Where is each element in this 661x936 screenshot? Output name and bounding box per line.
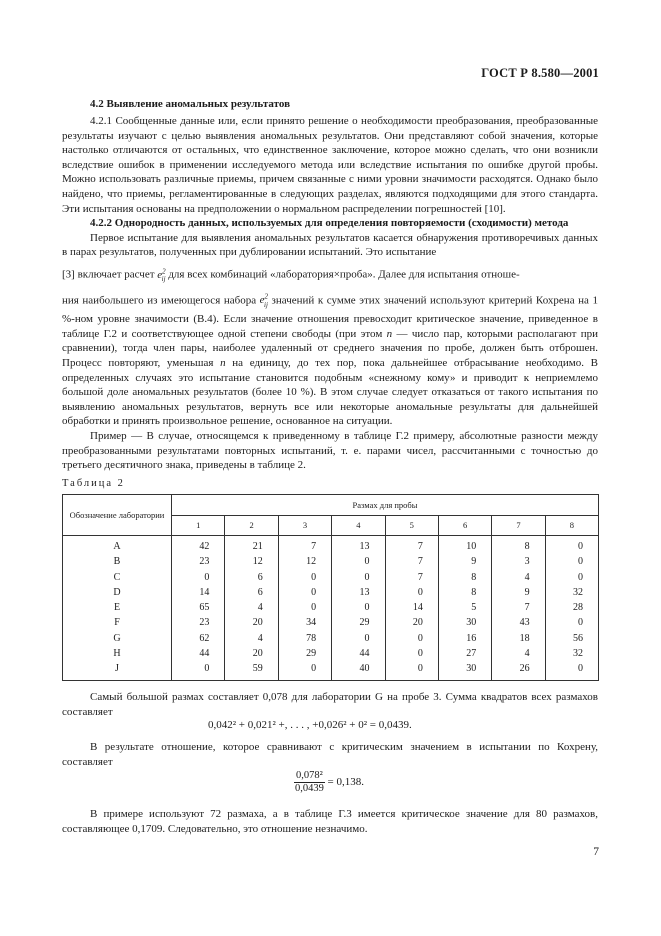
value-cell: 26 (492, 661, 545, 680)
ratio-text (62, 740, 598, 769)
value-cell: 18 (492, 631, 545, 646)
column-header: 2 (225, 515, 278, 536)
group-header: Размах для пробы (172, 495, 599, 516)
table-row (63, 615, 599, 630)
fraction-numerator: 0,078² (296, 770, 323, 781)
value-cell: 4 (492, 646, 545, 661)
lab-cell: J (63, 661, 172, 680)
value-cell: 0 (332, 554, 385, 569)
column-header: 6 (438, 515, 491, 536)
fraction (294, 770, 325, 795)
value-cell: 0 (545, 661, 598, 680)
paragraph-4-2-2-b (62, 260, 598, 290)
value-cell: 7 (278, 536, 331, 555)
value-cell: 28 (545, 600, 598, 615)
paragraph-conclusion: В примере используют 72 размаха, а в таблице Г.3 имеется критическое значение для 80 размахов, составляющее 0,1709. Следовательно, это отношение незначимо. (62, 808, 598, 835)
data-table (62, 494, 599, 681)
value-cell: 30 (438, 615, 491, 630)
value-cell: 34 (278, 615, 331, 630)
value-cell: 6 (225, 585, 278, 600)
value-cell: 42 (172, 536, 225, 555)
value-cell: 56 (545, 631, 598, 646)
lab-column-header: Обозначение лаборатории (63, 495, 172, 536)
value-cell: 13 (332, 585, 385, 600)
value-cell: 0 (332, 600, 385, 615)
column-header: 5 (385, 515, 438, 536)
value-cell: 65 (172, 600, 225, 615)
value-cell: 13 (332, 536, 385, 555)
paragraph-4-2-2-c (62, 290, 598, 429)
value-cell: 0 (278, 585, 331, 600)
table-row (63, 554, 599, 569)
value-cell: 8 (492, 536, 545, 555)
column-header: 8 (545, 515, 598, 536)
paragraph-example: Пример — В случае, относящемся к приведенному в таблице Г.2 примеру, абсолютные разности между преобразованными результатами повторных испытаний, т. е. парами чисел, рассчитанными с точностью до третьего десятичного знака, приведены в таблице 2. (62, 429, 598, 472)
formula-sum: 0,042² + 0,021² +, . . . , +0,026² + 0² = 0,0439. (208, 719, 412, 731)
value-cell: 0 (278, 600, 331, 615)
value-cell: 78 (278, 631, 331, 646)
value-cell: 0 (385, 661, 438, 680)
document-header: ГОСТ Р 8.580—2001 (481, 66, 599, 80)
value-cell: 10 (438, 536, 491, 555)
value-cell: 20 (225, 615, 278, 630)
formula-ratio (294, 770, 364, 795)
text-span: для всех комбинаций «лаборатория×проба». Далее для испытания отноше- (168, 268, 520, 281)
lab-cell: G (63, 631, 172, 646)
value-cell: 0 (545, 554, 598, 569)
value-cell: 0 (385, 646, 438, 661)
subsection-heading-4-2-2: 4.2.2 Однородность данных, используемых для определения повторяемости (сходимости) метода (90, 217, 569, 230)
value-cell: 7 (385, 536, 438, 555)
value-cell: 0 (172, 661, 225, 680)
value-cell: 4 (225, 631, 278, 646)
table-row (63, 631, 599, 646)
text-span: значений к сумме этих значений используют критерий Кохрена на 1 %-ном уровне значимости (В.4). Если значение отношения превосходит критическое значение, приведенное в таблице Г.2 и соответствующее одной степени свободы (при этом (62, 294, 598, 340)
table-row (63, 600, 599, 615)
conclusion-text (62, 807, 598, 836)
value-cell: 20 (385, 615, 438, 630)
symbol-e: $e^2_{ij}$ (157, 266, 166, 283)
value-cell: 23 (172, 554, 225, 569)
value-cell: 0 (278, 570, 331, 585)
text-span: на единицу, до тех пор, пока дальнейшее отбрасывание необходимо. В определенных случаях это испытание становится подобным «снежному кому» и приводит к неприемлемо большой доле аномальных результатов (более 10 %). В этом случае следует отказаться от такого испытания по выявлению аномальных результатов, вернуть все или некоторые аномальные результаты для дальнейшей обработки и принять произвольное решение, основанное на ситуации. (62, 357, 599, 428)
lab-cell: C (63, 570, 172, 585)
value-cell: 0 (545, 570, 598, 585)
lab-cell: E (63, 600, 172, 615)
column-header: 1 (172, 515, 225, 536)
value-cell: 40 (332, 661, 385, 680)
variable-n: n (220, 357, 226, 369)
page-number: 7 (593, 846, 599, 858)
value-cell: 4 (225, 600, 278, 615)
table-row (63, 570, 599, 585)
value-cell: 0 (332, 631, 385, 646)
value-cell: 7 (385, 570, 438, 585)
lab-cell: D (63, 585, 172, 600)
table-row (63, 646, 599, 661)
value-cell: 32 (545, 585, 598, 600)
value-cell: 0 (545, 536, 598, 555)
text-span: ния наибольшего из имеющегося набора (62, 294, 257, 307)
value-cell: 7 (492, 600, 545, 615)
text-span: — число пар, которыми располагают при сравнении), тогда член пары, наиболее удаленный от среднего значения по пробе, должен быть отброшен. Процесс повторяют, уменьшая (62, 327, 599, 369)
fraction-result: = 0,138. (327, 776, 364, 789)
value-cell: 0 (172, 570, 225, 585)
value-cell: 59 (225, 661, 278, 680)
value-cell: 0 (545, 615, 598, 630)
paragraph-ratio: В результате отношение, которое сравнивают с критическим значением в испытании по Кохрену, составляет (62, 741, 598, 768)
table-row (63, 536, 599, 555)
variable-n: n (386, 327, 393, 340)
value-cell: 62 (172, 631, 225, 646)
value-cell: 14 (172, 585, 225, 600)
symbol-e: $e^2_{ij}$ (259, 292, 269, 309)
paragraph-4-2-2-a: Первое испытание для выявления аномальных результатов касается обнаружения противоречивых данных в парах результатов, полученных при дублировании испытаний. Это испытание (62, 231, 598, 259)
table-caption: Таблица 2 (62, 478, 125, 489)
value-cell: 8 (438, 585, 491, 600)
value-cell: 9 (438, 554, 491, 569)
table-row (63, 585, 599, 600)
value-cell: 7 (385, 554, 438, 569)
column-header: 4 (332, 515, 385, 536)
value-cell: 20 (225, 646, 278, 661)
value-cell: 3 (492, 554, 545, 569)
value-cell: 0 (385, 631, 438, 646)
value-cell: 0 (332, 570, 385, 585)
text-span: [3] включает расчет (62, 268, 155, 281)
column-header: 3 (278, 515, 331, 536)
value-cell: 12 (225, 554, 278, 569)
value-cell: 0 (278, 661, 331, 680)
table-row (63, 661, 599, 680)
value-cell: 16 (438, 631, 491, 646)
fraction-denominator: 0,0439 (294, 783, 324, 794)
table-body (63, 536, 599, 681)
value-cell: 4 (492, 570, 545, 585)
value-cell: 30 (438, 661, 491, 680)
value-cell: 0 (385, 585, 438, 600)
value-cell: 8 (438, 570, 491, 585)
paragraph-max: Самый большой размах составляет 0,078 для лаборатории G на пробе 3. Сумма квадратов всех размахов составляет (62, 691, 598, 718)
value-cell: 5 (438, 600, 491, 615)
value-cell: 44 (172, 646, 225, 661)
lab-cell: A (63, 536, 172, 555)
value-cell: 29 (278, 646, 331, 661)
body-text (62, 114, 598, 473)
lab-cell: F (63, 615, 172, 630)
column-header: 7 (492, 515, 545, 536)
value-cell: 14 (385, 600, 438, 615)
value-cell: 9 (492, 585, 545, 600)
value-cell: 6 (225, 570, 278, 585)
value-cell: 12 (278, 554, 331, 569)
value-cell: 27 (438, 646, 491, 661)
after-table-text (62, 690, 598, 719)
value-cell: 29 (332, 615, 385, 630)
paragraph-4-2-1: 4.2.1 Сообщенные данные или, если принято решение о необходимости преобразования, преобразованные результаты изучают с целью выявления аномальных результатов. Они представляют собой значения, которые настолько отличаются от остальных, что единственное заключение, которое можно сделать, что они возникли вследствие ошибок в применении исследуемого метода или вследствие испытания по ошибке другой пробы. Можно использовать различные приемы, причем связанные с ними уровни значимости расходятся. Однако было найдено, что приемы, регламентированные в следующих разделах, являются подходящими для этого стандарта. Эти испытания основаны на предположении о нормальном распределении погрешностей [10]. (62, 115, 598, 215)
value-cell: 43 (492, 615, 545, 630)
value-cell: 32 (545, 646, 598, 661)
lab-cell: B (63, 554, 172, 569)
lab-cell: H (63, 646, 172, 661)
value-cell: 23 (172, 615, 225, 630)
section-title: 4.2 Выявление аномальных результатов (90, 98, 291, 110)
value-cell: 21 (225, 536, 278, 555)
value-cell: 44 (332, 646, 385, 661)
